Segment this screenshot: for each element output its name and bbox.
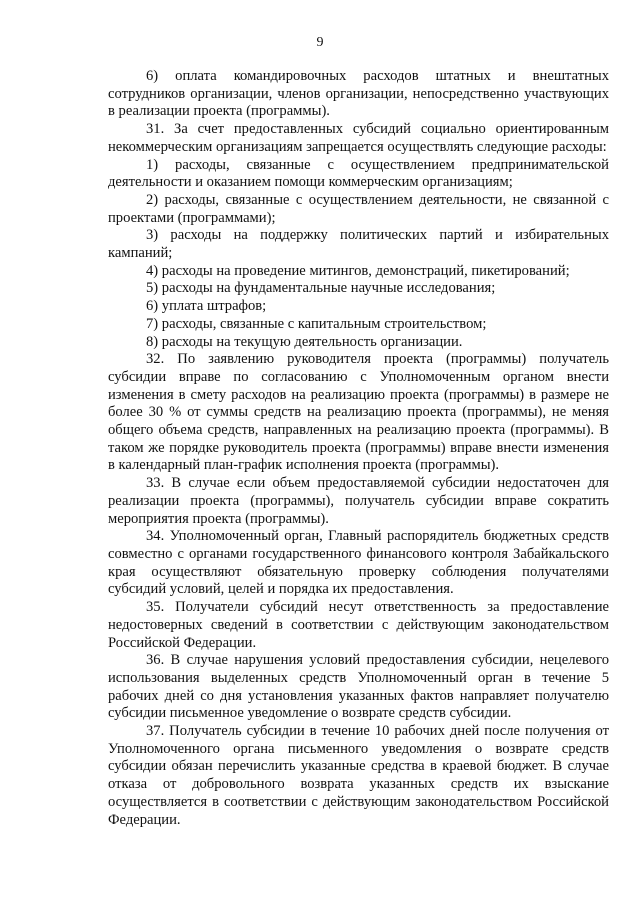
prohibited-item-3: 3) расходы на поддержку политических партий и избирательных кампаний; — [108, 227, 609, 262]
paragraph-37: 37. Получатель субсидии в течение 10 рабочих дней после получения от Уполномоченного органа письменного уведомления о возврате средств субсидии обязан перечислить указанные средства в краевой бюджет. В случае отказа от добровольного возврата указанных средств их взыскание осуществляется в соответствии с действующим законодательством Российской Федерации. — [108, 723, 609, 828]
paragraph-31-prohibited-expenses: 31. За счет предоставленных субсидий социально ориентированным некоммерческим организациям запрещается осуществлять следующие расходы: — [108, 121, 609, 155]
paragraph-35: 35. Получатели субсидий несут ответственность за предоставление недостоверных сведений в соответствии с действующим законодательством Российской Федерации. — [108, 599, 609, 651]
prohibited-item-4: 4) расходы на проведение митингов, демонстраций, пикетирований; — [146, 262, 570, 279]
paragraph-36: 36. В случае нарушения условий предоставления субсидии, нецелевого использования выделенных средств Уполномоченный орган в течение 5 рабочих дней со дня установления указанных фактов направляет получателю субсидии письменное уведомление о возврате средств субсидии. — [108, 652, 609, 722]
paragraph-33: 33. В случае если объем предоставляемой субсидии недостаточен для реализации проекта (программы), получатель субсидии вправе сократить мероприятия проекта (программы). — [108, 475, 609, 527]
prohibited-item-8: 8) расходы на текущую деятельность организации. — [146, 333, 463, 350]
document-body — [108, 68, 609, 829]
prohibited-item-6: 6) уплата штрафов; — [146, 298, 267, 315]
paragraph-expense-item-6-travel: 6) оплата командировочных расходов штатных и внештатных сотрудников организации, членов организации, непосредственно участвующих в реализации проекта (программы). — [108, 68, 609, 120]
paragraph-34: 34. Уполномоченный орган, Главный распорядитель бюджетных средств совместно с органами государственного финансового контроля Забайкальского края осуществляют обязательную проверку соблюдения получателями субсидий условий, целей и порядка их предоставления. — [108, 528, 609, 598]
prohibited-item-7: 7) расходы, связанные с капитальным строительством; — [146, 315, 487, 332]
paragraph-32: 32. По заявлению руководителя проекта (программы) получатель субсидии вправе по согласованию с Уполномоченным органом внести изменения в смету расходов на реализацию проекта (программы) в размере не более 30 % от суммы средств на реализацию проекта (программы), не меняя общего объема средств, направленных на реализацию проекта (программы). В таком же порядке руководитель проекта (программы) вправе внести изменения в календарный план-график исполнения проекта (программы). — [108, 351, 609, 474]
prohibited-item-5: 5) расходы на фундаментальные научные исследования; — [146, 280, 496, 297]
page-number: 9 — [316, 35, 324, 50]
prohibited-item-1: 1) расходы, связанные с осуществлением предпринимательской деятельности и оказанием помощи коммерческим организациям; — [108, 156, 609, 191]
prohibited-item-2: 2) расходы, связанные с осуществлением деятельности, не связанной с проектами (программами); — [108, 191, 609, 226]
